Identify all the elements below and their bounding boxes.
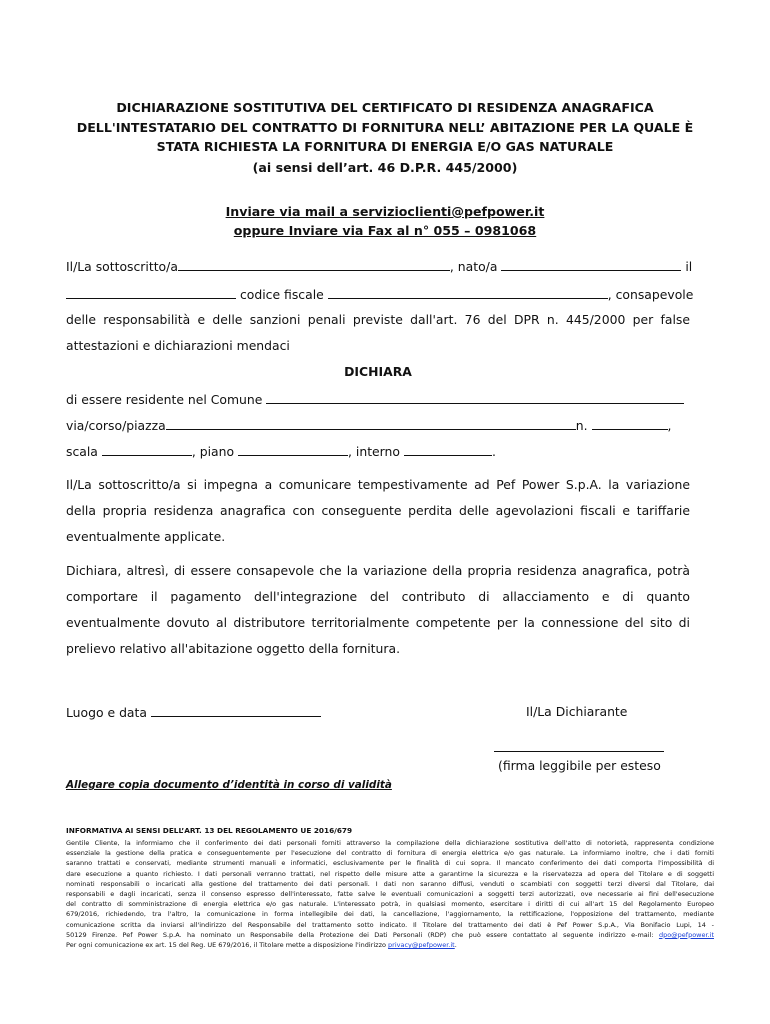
dpo-email-link[interactable]: dpo@pefpower.it [658, 930, 714, 939]
privacy-line-10-text: 50129 Firenze. Pef Power S.p.A. ha nominato un Responsabile della Protezione dei Dati Personali (RDP) che può essere contattato al seguente indirizzo e-mail: [66, 930, 654, 939]
privacy-line-2: essenziale la gestione della pratica e conseguentemente per l'esecuzione del contratto di fornitura di energia elettrica e/o gas naturale. La informiamo inoltre, che i dati forniti [66, 849, 714, 858]
label-nato: , nato/a [449, 259, 498, 274]
form-line-scala: scala , piano , interno . [66, 444, 496, 459]
title-line-1: DICHIARAZIONE SOSTITUTIVA DEL CERTIFICATO DI RESIDENZA ANAGRAFICA [116, 100, 654, 115]
interno-field[interactable] [404, 443, 492, 456]
paragraph-commitment-line-2: della propria residenza anagrafica con conseguente perdita delle agevolazioni fiscali e tariffarie [66, 503, 690, 518]
form-line-name [66, 258, 693, 274]
place-date-field[interactable] [151, 704, 321, 717]
privacy-line-1: Gentile Cliente, la informiamo che il conferimento dei dati personali forniti attraverso la compilazione della dichiarazione sostitutiva dell'atto di notorietà, rappresenta condizione [66, 839, 714, 847]
privacy-line-11: Per ogni comunicazione ex art. 15 del Reg. UE 679/2016, il Titolare mette a disposizione l'indirizzo privacy@pefpower.it. [66, 941, 457, 950]
send-by-mail: Inviare via mail a servizioclienti@pefpower.it [225, 204, 545, 219]
text-attestazioni: attestazioni e dichiarazioni mendaci [66, 338, 290, 353]
privacy-email-link[interactable]: privacy@pefpower.it [388, 941, 455, 950]
title-line-2: DELL'INTESTATARIO DEL CONTRATTO DI FORNITURA NELL’ ABITAZIONE PER LA QUALE È [76, 119, 694, 135]
send-instructions [40, 202, 730, 240]
privacy-line-11-text: Per ogni comunicazione ex art. 15 del Reg. UE 679/2016, il Titolare mette a disposizione l'indirizzo [66, 941, 386, 950]
label-sottoscritto: Il/La sottoscritto/a [66, 259, 178, 274]
title-legal-reference: (ai sensi dell’art. 46 D.P.R. 445/2000) [252, 159, 518, 175]
privacy-line-10 [66, 930, 714, 940]
form-line-comune [66, 391, 690, 407]
label-numero: n. [575, 418, 588, 433]
text-responsibility: delle responsabilità e delle sanzioni penali previste dall'art. 76 del DPR n. 445/2000 per false [66, 312, 690, 327]
paragraph-commitment-line-3: eventualmente applicate. [66, 529, 226, 544]
privacy-line-3: saranno trattati e conservati, mediante strumenti manuali e informatici, esclusivamente per le finalità di cui sopra. Il mancato conferimento dei dati comporta l'impossibilità di [66, 859, 714, 868]
street-number-field[interactable] [592, 417, 668, 430]
paragraph-awareness-line-1: Dichiara, altresì, di essere consapevole che la variazione della propria residenza anagrafica, potrà [66, 563, 690, 578]
label-interno: , interno [348, 444, 400, 459]
form-line-place-date [66, 704, 366, 720]
label-consapevole: , consapevole [607, 287, 694, 302]
form-line-address: via/corso/piazza n. , [66, 418, 672, 433]
paragraph-commitment-line-1: Il/La sottoscritto/a si impegna a comunicare tempestivamente ad Pef Power S.p.A. la variazione [66, 477, 690, 492]
privacy-notice-title: INFORMATIVA AI SENSI DELL’ART. 13 DEL REGOLAMENTO UE 2016/679 [66, 826, 353, 835]
label-dichiarante: Il/La Dichiarante [526, 704, 628, 719]
label-luogo-data: Luogo e data [66, 705, 147, 720]
paragraph-awareness-line-2: comportare il pagamento dell'integrazione del contributo di allacciamento e di quanto [66, 589, 690, 604]
form-line-tax-code [66, 286, 694, 302]
document-title [40, 98, 730, 177]
send-by-fax: oppure Inviare via Fax al n° 055 – 0981068 [233, 223, 537, 238]
paragraph-awareness-line-3: eventualmente dovuto al distributore territorialmente competente per la connessione del sito di [66, 615, 690, 630]
label-residente: di essere residente nel Comune [66, 392, 263, 407]
privacy-line-8: 679/2016, richiedendo, tra l'altro, la comunicazione in forma intellegibile dei dati, la cancellazione, l'aggiornamento, la rettificazione, l'opposizione del trattamento, mediante [66, 910, 714, 919]
comune-field[interactable] [266, 391, 684, 404]
label-scala: scala [66, 444, 98, 459]
paragraph-awareness-line-4: prelievo relativo all'abitazione oggetto della fornitura. [66, 641, 401, 656]
privacy-line-5: nominati responsabili o incaricati alla gestione del trattamento dei dati personali. I dati non saranno diffusi, venduti o scambiati con soggetti terzi diversi dal Titolare, dai [66, 879, 714, 888]
label-codice-fiscale: codice fiscale [239, 287, 324, 302]
tax-code-field[interactable] [328, 286, 608, 299]
privacy-line-7: del contratto di somministrazione di energia elettrica e/o gas naturale. L'interessato potrà, in qualsiasi momento, esercitare i diritti di cui all'art 15 del Regolamento Europeo [66, 900, 714, 909]
privacy-line-6: responsabili e dagli incaricati, senza il consenso espresso dell'interessato, fatte salve le eventuali comunicazioni a soggetti terzi autorizzati, ove necessarie ai fini dell'esecuzione [66, 890, 714, 899]
scala-field[interactable] [102, 443, 192, 456]
privacy-line-9: comunicazione scritta da inviarsi all'indirizzo del Responsabile del trattamento sotto indicato. Il Titolare del trattamento dei dati è Pef Power S.p.A., Via Bonifacio Lupi, 14 - [66, 920, 714, 929]
street-field[interactable] [166, 417, 576, 430]
birthplace-field[interactable] [501, 258, 681, 271]
name-field[interactable] [178, 258, 450, 271]
title-line-3: STATA RICHIESTA LA FORNITURA DI ENERGIA E/O GAS NATURALE [156, 139, 614, 154]
label-il: il [685, 259, 693, 274]
label-via: via/corso/piazza [66, 418, 166, 433]
privacy-line-4: dare esecuzione a quanto richiesto. I dati personali verranno trattati, nel rispetto delle misure atte a garantirne la sicurezza e la riservatezza ad opera del Titolare e di soggetti [66, 869, 714, 878]
birthdate-field[interactable] [66, 286, 236, 299]
heading-dichiara: DICHIARA [344, 364, 412, 379]
label-piano: , piano [191, 444, 235, 459]
piano-field[interactable] [238, 443, 348, 456]
attach-id-note: Allegare copia documento d’identità in corso di validità [66, 779, 392, 791]
signature-field[interactable] [494, 751, 664, 752]
signature-note: (firma leggibile per esteso [498, 758, 661, 773]
privacy-notice-text [66, 838, 714, 950]
